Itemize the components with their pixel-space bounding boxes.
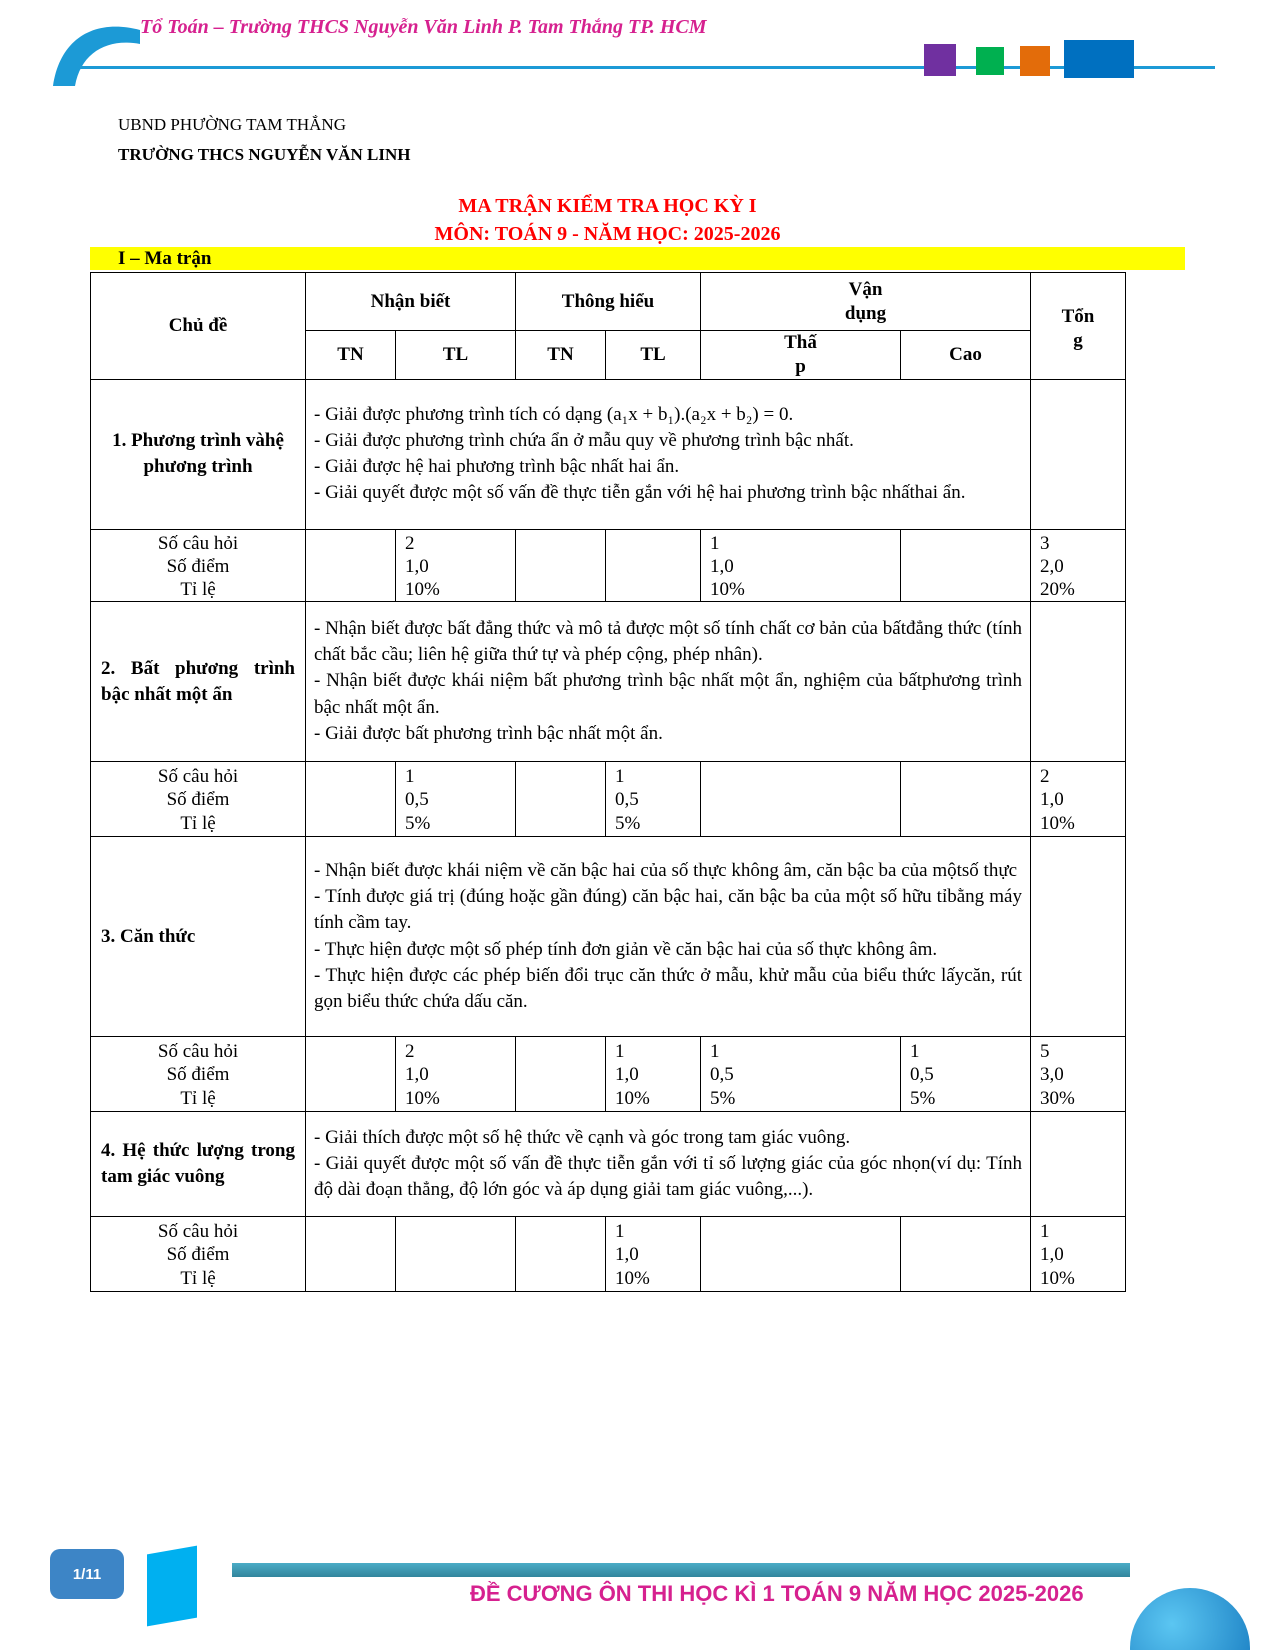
stat-percent: 5% [405, 812, 431, 834]
stat-percent: 5% [710, 1087, 736, 1109]
stat-percent: 20% [1040, 578, 1075, 600]
stat-cell-tl-nhan-biet [396, 1037, 516, 1112]
decorative-square-orange [1020, 46, 1050, 76]
org-block [118, 110, 411, 170]
decorative-square-blue [1064, 40, 1134, 78]
doc-title: MA TRẬN KIỂM TRA HỌC KỲ I [458, 195, 757, 217]
col-header-van-dung [701, 273, 1031, 331]
stat-cell-tl-thong-hieu [606, 762, 701, 837]
stat-percent: 10% [405, 578, 440, 600]
stat-count: 3 [1040, 532, 1050, 554]
col-header-van-dung-cao [901, 331, 1031, 380]
stat-count: 1 [615, 1041, 625, 1063]
stat-cell-tong [1031, 529, 1126, 602]
col-header-thong-hieu [516, 273, 701, 331]
stat-count: 5 [1040, 1041, 1050, 1063]
stat-points: 1,0 [1040, 789, 1064, 811]
org-name-line1: UBND PHƯỜNG TAM THẮNG [118, 115, 346, 134]
stat-cell-tn-thong-hieu [516, 529, 606, 602]
footer-circle [1130, 1588, 1250, 1650]
topic-descriptors-3 [306, 837, 1031, 1037]
stat-percent: 5% [910, 1087, 936, 1109]
stat-percent: 5% [615, 812, 641, 834]
stat-cell-tn-thong-hieu [516, 762, 606, 837]
col-header-tn-nhan-biet [306, 331, 396, 380]
col-header-van-dung-thap [701, 331, 901, 380]
stat-cell-tl-thong-hieu [606, 529, 701, 602]
stat-count: 1 [615, 766, 625, 788]
stat-cell-tn-thong-hieu [516, 1037, 606, 1112]
stat-percent: 30% [1040, 1087, 1075, 1109]
stat-count: 1 [710, 532, 720, 554]
stat-percent: 10% [1040, 812, 1075, 834]
stat-cell-tong [1031, 762, 1126, 837]
stat-percent: 10% [615, 1267, 650, 1289]
stat-cell-tn-nhan-biet [306, 1217, 396, 1292]
org-name-line2: TRƯỜNG THCS NGUYỄN VĂN LINH [118, 145, 411, 164]
descriptor-bullet: - Thực hiện được một số phép tính đơn giản về căn bậc hai của số thực không âm. [314, 938, 938, 960]
banner-title: Tổ Toán – Trường THCS Nguyễn Văn Linh P. Tam Thắng TP. HCM [140, 16, 707, 38]
stat-cell-van-dung-thap [701, 1217, 901, 1292]
footer-bar [232, 1563, 1130, 1577]
stats-row-1 [91, 529, 1126, 602]
doc-subtitle: MÔN: TOÁN 9 - NĂM HỌC: 2025-2026 [434, 223, 781, 245]
page-number: 1/11 [72, 1565, 102, 1583]
stats-label-line: Tỉ lệ [180, 1267, 216, 1289]
col-header-cao-label: Cao [949, 343, 982, 365]
stat-cell-van-dung-cao [901, 762, 1031, 837]
stat-points: 0,5 [405, 789, 429, 811]
col-header-topic [91, 273, 306, 380]
topic-row-1 [91, 379, 1126, 529]
stats-label-line: Tỉ lệ [180, 1087, 216, 1109]
col-header-tl-thong-hieu [606, 331, 701, 380]
topic-name-4: 4. Hệ thức lượng trong tam giác vuông [91, 1112, 306, 1217]
stat-count: 1 [615, 1221, 625, 1243]
stats-label-line: Số điểm [166, 789, 230, 811]
stats-label-line: Số điểm [166, 1244, 230, 1266]
descriptor-bullet: - Giải quyết được một số vấn đề thực tiễn gắn với hệ hai phương trình bậc nhấthai ẩn. [314, 482, 966, 504]
section-label: I – Ma trận [90, 247, 1185, 270]
stat-count: 2 [405, 1041, 415, 1063]
stat-points: 1,0 [1040, 1244, 1064, 1266]
stats-label-line: Tỉ lệ [180, 578, 216, 600]
stats-label-line: Tỉ lệ [180, 812, 216, 834]
stats-row-4 [91, 1217, 1126, 1292]
col-header-thap-label: Thấp [784, 332, 817, 377]
decorative-square-green [976, 47, 1004, 75]
descriptor-bullet: - Tính được giá trị (đúng hoặc gần đúng) căn bậc hai, căn bậc ba của một số hữu tỉbằng máy tính cầm tay. [314, 886, 1022, 934]
stat-percent: 10% [615, 1087, 650, 1109]
topic-row-3 [91, 837, 1126, 1037]
decorative-square-purple [924, 44, 956, 76]
stat-cell-tl-nhan-biet [396, 762, 516, 837]
topic-row-2 [91, 602, 1126, 762]
col-header-tn2-label: TN [547, 343, 574, 365]
stat-points: 2,0 [1040, 555, 1064, 577]
descriptor-bullet: - Giải được phương trình tích có dạng (a₁x + b₁).(a₂x + b₂) = 0. [314, 403, 794, 425]
col-header-tl-nhan-biet [396, 331, 516, 380]
stat-points: 0,5 [615, 789, 639, 811]
topic-name-1: 1. Phương trình vàhệ phương trình [91, 379, 306, 529]
stat-points: 3,0 [1040, 1064, 1064, 1086]
topic-name-2: 2. Bất phương trình bậc nhất một ẩn [91, 602, 306, 762]
stat-cell-tl-thong-hieu [606, 1217, 701, 1292]
matrix-table [90, 272, 1126, 1292]
stats-label-cell [91, 1217, 306, 1292]
stat-cell-van-dung-cao [901, 1217, 1031, 1292]
topic-descriptors-4 [306, 1112, 1031, 1217]
descriptor-bullet: - Nhận biết được khái niệm về căn bậc hai của số thực không âm, căn bậc ba của mộtsố thực [314, 859, 1018, 881]
stat-points: 1,0 [710, 555, 734, 577]
stat-percent: 10% [1040, 1267, 1075, 1289]
col-header-tong-label: Tổng [1061, 306, 1095, 351]
stats-row-3 [91, 1037, 1126, 1112]
stat-percent: 10% [710, 578, 745, 600]
col-header-nhan-biet [306, 273, 516, 331]
stat-points: 1,0 [615, 1064, 639, 1086]
footer-title: ĐỀ CƯƠNG ÔN THI HỌC KÌ 1 TOÁN 9 NĂM HỌC 2025-2026 [470, 1581, 1084, 1606]
col-header-van-dung-label: Vận dụng [844, 278, 887, 324]
descriptor-bullet: - Nhận biết được khái niệm bất phương trình bậc nhất một ẩn, nghiệm của bấtphương trình bậc nhất một ẩn. [314, 670, 1022, 718]
stats-label-cell [91, 762, 306, 837]
document-title-block [90, 192, 1125, 248]
stats-label-cell [91, 1037, 306, 1112]
descriptor-bullet: - Thực hiện được các phép biến đổi trục căn thức ở mẫu, khử mẫu của biểu thức lấycăn, rút gọn biểu thức chứa dấu căn. [314, 964, 1022, 1012]
col-header-tong [1031, 273, 1126, 380]
stat-cell-tl-thong-hieu [606, 1037, 701, 1112]
stat-count: 1 [405, 766, 415, 788]
col-header-tn-thong-hieu [516, 331, 606, 380]
stat-count: 2 [1040, 766, 1050, 788]
topic-row-4 [91, 1112, 1126, 1217]
stat-cell-van-dung-thap [701, 1037, 901, 1112]
col-header-tl1-label: TL [442, 343, 469, 365]
col-header-tl2-label: TL [640, 343, 666, 365]
descriptor-bullet: - Giải quyết được một số vấn đề thực tiễn gắn với tỉ số lượng giác của góc nhọn(ví dụ: Tính độ dài đoạn thẳng, độ lớn góc và áp dụng giải tam giác vuông,...). [314, 1152, 1022, 1201]
stat-cell-van-dung-cao [901, 1037, 1031, 1112]
stat-count: 1 [910, 1041, 920, 1063]
stat-cell-tl-nhan-biet [396, 529, 516, 602]
stat-cell-tn-nhan-biet [306, 762, 396, 837]
stat-points: 1,0 [405, 555, 429, 577]
stat-count: 1 [710, 1041, 720, 1063]
stats-label-cell [91, 529, 306, 602]
descriptor-bullet: - Giải được hệ hai phương trình bậc nhất hai ẩn. [314, 456, 680, 477]
stat-cell-tn-thong-hieu [516, 1217, 606, 1292]
col-header-topic-label: Chủ đề [168, 314, 228, 336]
descriptor-bullet: - Giải được bất phương trình bậc nhất một ẩn. [314, 722, 663, 744]
stats-label-line: Số câu hỏi [157, 766, 239, 788]
topic-name-3: 3. Căn thức [91, 837, 306, 1037]
page-number-badge [50, 1549, 124, 1599]
stat-cell-tong [1031, 1217, 1126, 1292]
stat-points: 0,5 [910, 1064, 934, 1086]
stat-cell-tn-nhan-biet [306, 1037, 396, 1112]
empty-total-cell [1031, 379, 1126, 529]
corner-swoosh-icon [50, 20, 142, 88]
stat-cell-van-dung-thap [701, 762, 901, 837]
descriptor-bullet: - Nhận biết được bất đẳng thức và mô tả được một số tính chất cơ bản của bấtđẳng thức (tính chất bắc cầu; liên hệ giữa thứ tự và phép cộng, phép nhân). [314, 617, 1022, 666]
stat-percent: 10% [405, 1087, 440, 1109]
empty-total-cell [1031, 837, 1126, 1037]
col-header-nhan-biet-label: Nhận biết [370, 290, 451, 312]
descriptor-bullet: - Giải thích được một số hệ thức về cạnh và góc trong tam giác vuông. [314, 1126, 851, 1148]
descriptor-bullet: - Giải được phương trình chứa ẩn ở mẫu quy về phương trình bậc nhất. [314, 429, 854, 451]
stat-cell-tong [1031, 1037, 1126, 1112]
stats-row-2 [91, 762, 1126, 837]
stat-points: 0,5 [710, 1064, 734, 1086]
stats-label-line: Số điểm [166, 555, 230, 577]
header-row-levels [91, 273, 1126, 331]
stat-cell-tl-nhan-biet [396, 1217, 516, 1292]
footer-ribbon [147, 1546, 197, 1627]
stats-label-line: Số câu hỏi [157, 1221, 239, 1243]
stat-count: 2 [405, 532, 415, 554]
topic-descriptors-2 [306, 602, 1031, 762]
stat-cell-van-dung-thap [701, 529, 901, 602]
stats-label-line: Số câu hỏi [157, 1041, 239, 1063]
stat-count: 1 [1040, 1221, 1050, 1243]
empty-total-cell [1031, 1112, 1126, 1217]
stat-points: 1,0 [615, 1244, 639, 1266]
empty-total-cell [1031, 602, 1126, 762]
col-header-thong-hieu-label: Thông hiểu [561, 290, 655, 312]
stat-points: 1,0 [405, 1064, 429, 1086]
stats-label-line: Số câu hỏi [157, 532, 239, 554]
stats-label-line: Số điểm [166, 1064, 230, 1086]
topic-descriptors-1 [306, 379, 1031, 529]
col-header-tn1-label: TN [337, 343, 364, 365]
stat-cell-tn-nhan-biet [306, 529, 396, 602]
stat-cell-van-dung-cao [901, 529, 1031, 602]
